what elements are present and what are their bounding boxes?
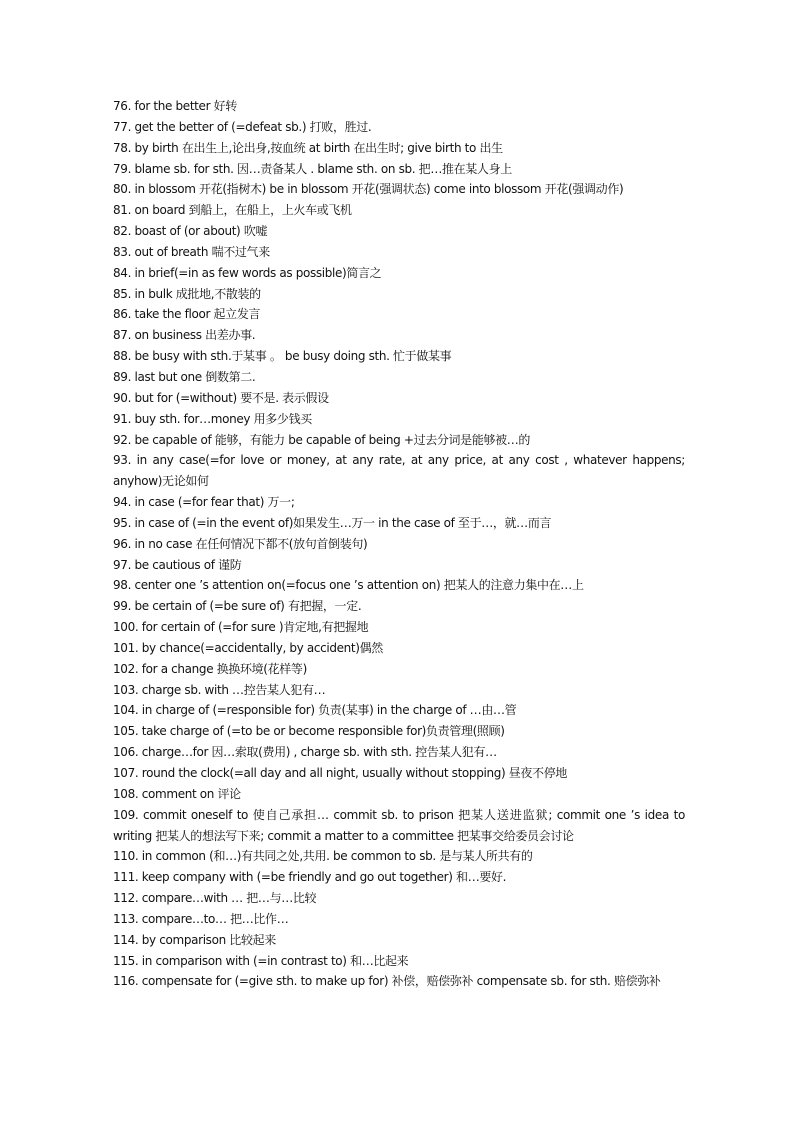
entry-104: 104. in charge of (=responsible for) 负责(某事) in the charge of …由…管	[113, 703, 517, 718]
entry-85: 85. in bulk 成批地,不散装的	[113, 286, 261, 301]
entry-113: 113. compare…to… 把…比作…	[113, 911, 289, 926]
entry-107: 107. round the clock(=all day and all night, usually without stopping) 昼夜不停地	[113, 766, 568, 780]
entry-102: 102. for a change 换换环境(花样等)	[113, 661, 307, 676]
entry-83: 83. out of breath 喘不过气来	[113, 244, 270, 259]
entry-112: 112. compare…with … 把…与…比较	[113, 891, 317, 906]
entry-114: 114. by comparison 比较起来	[113, 932, 276, 947]
entry-94: 94. in case (=for fear that) 万一;	[113, 495, 295, 510]
entry-89: 89. last but one 倒数第二.	[113, 369, 256, 384]
entry-93: 93. in any case(=for love or money, at any rate, at any price, at any cost , whatever happens; anyhow)无论如何	[113, 453, 685, 489]
entry-76: 76. for the better 好转	[113, 99, 237, 113]
entry-111: 111. keep company with (=be friendly and go out together) 和…要好.	[113, 870, 507, 885]
entry-116: 116. compensate for (=give sth. to make up for) 补偿，赔偿弥补 compensate sb. for sth. 赔偿弥补	[113, 974, 661, 989]
entry-100: 100. for certain of (=for sure )肯定地,有把握地	[113, 620, 369, 635]
entry-86: 86. take the floor 起立发言	[113, 307, 261, 322]
entry-106: 106. charge…for 因…索取(费用) , charge sb. with sth. 控告某人犯有…	[113, 745, 497, 760]
entry-108: 108. comment on 评论	[113, 786, 241, 801]
entry-84: 84. in brief(=in as few words as possible)简言之	[113, 265, 382, 280]
entry-110: 110. in common (和…)有共同之处,共用. be common to sb. 是与某人所共有的	[113, 849, 533, 864]
entry-105: 105. take charge of (=to be or become responsible for)负责管理(照顾)	[113, 724, 505, 739]
entry-90: 90. but for (=without) 要不是. 表示假设	[113, 390, 329, 405]
entry-87: 87. on business 出差办事.	[113, 328, 256, 343]
entry-95: 95. in case of (=in the event of)如果发生…万一 in the case of 至于…，就…而言	[113, 515, 552, 530]
entry-91: 91. buy sth. for…money 用多少钱买	[113, 411, 312, 426]
entry-92: 92. be capable of 能够，有能力 be capable of being +过去分词是能够被…的	[113, 432, 531, 447]
entry-80: 80. in blossom 开花(指树木) be in blossom 开花(强调状态) come into blossom 开花(强调动作)	[113, 182, 624, 197]
entry-77: 77. get the better of (=defeat sb.) 打败，胜过.	[113, 119, 372, 134]
entry-98: 98. center one ’s attention on(=focus one ’s attention on) 把某人的注意力集中在…上	[113, 578, 584, 593]
entry-97: 97. be cautious of 谨防	[113, 557, 242, 572]
entry-81: 81. on board 到船上，在船上，上火车或飞机	[113, 203, 352, 218]
entry-101: 101. by chance(=accidentally, by accident)偶然	[113, 640, 383, 655]
entry-115: 115. in comparison with (=in contrast to) 和…比起来	[113, 953, 409, 968]
entry-96: 96. in no case 在任何情况下都不(放句首倒装句)	[113, 536, 368, 551]
entry-79: 79. blame sb. for sth. 因…责备某人 . blame sth. on sb. 把…推在某人身上	[113, 161, 512, 176]
document-page	[113, 96, 685, 992]
entry-109: 109. commit oneself to 使自己承担… commit sb. to prison 把某人送进监狱; commit one ’s idea to writing 把某人的想法写下来; commit a matter to a committee 把某事交给委员会讨论	[113, 807, 685, 843]
entry-88: 88. be busy with sth.于某事 。 be busy doing sth. 忙于做某事	[113, 349, 452, 364]
entry-99: 99. be certain of (=be sure of) 有把握，一定.	[113, 599, 362, 614]
entry-103: 103. charge sb. with …控告某人犯有…	[113, 682, 326, 697]
entry-78: 78. by birth 在出生上,论出身,按血统 at birth 在出生时; give birth to 出生	[113, 140, 503, 155]
entry-82: 82. boast of (or about) 吹嘘	[113, 224, 268, 239]
